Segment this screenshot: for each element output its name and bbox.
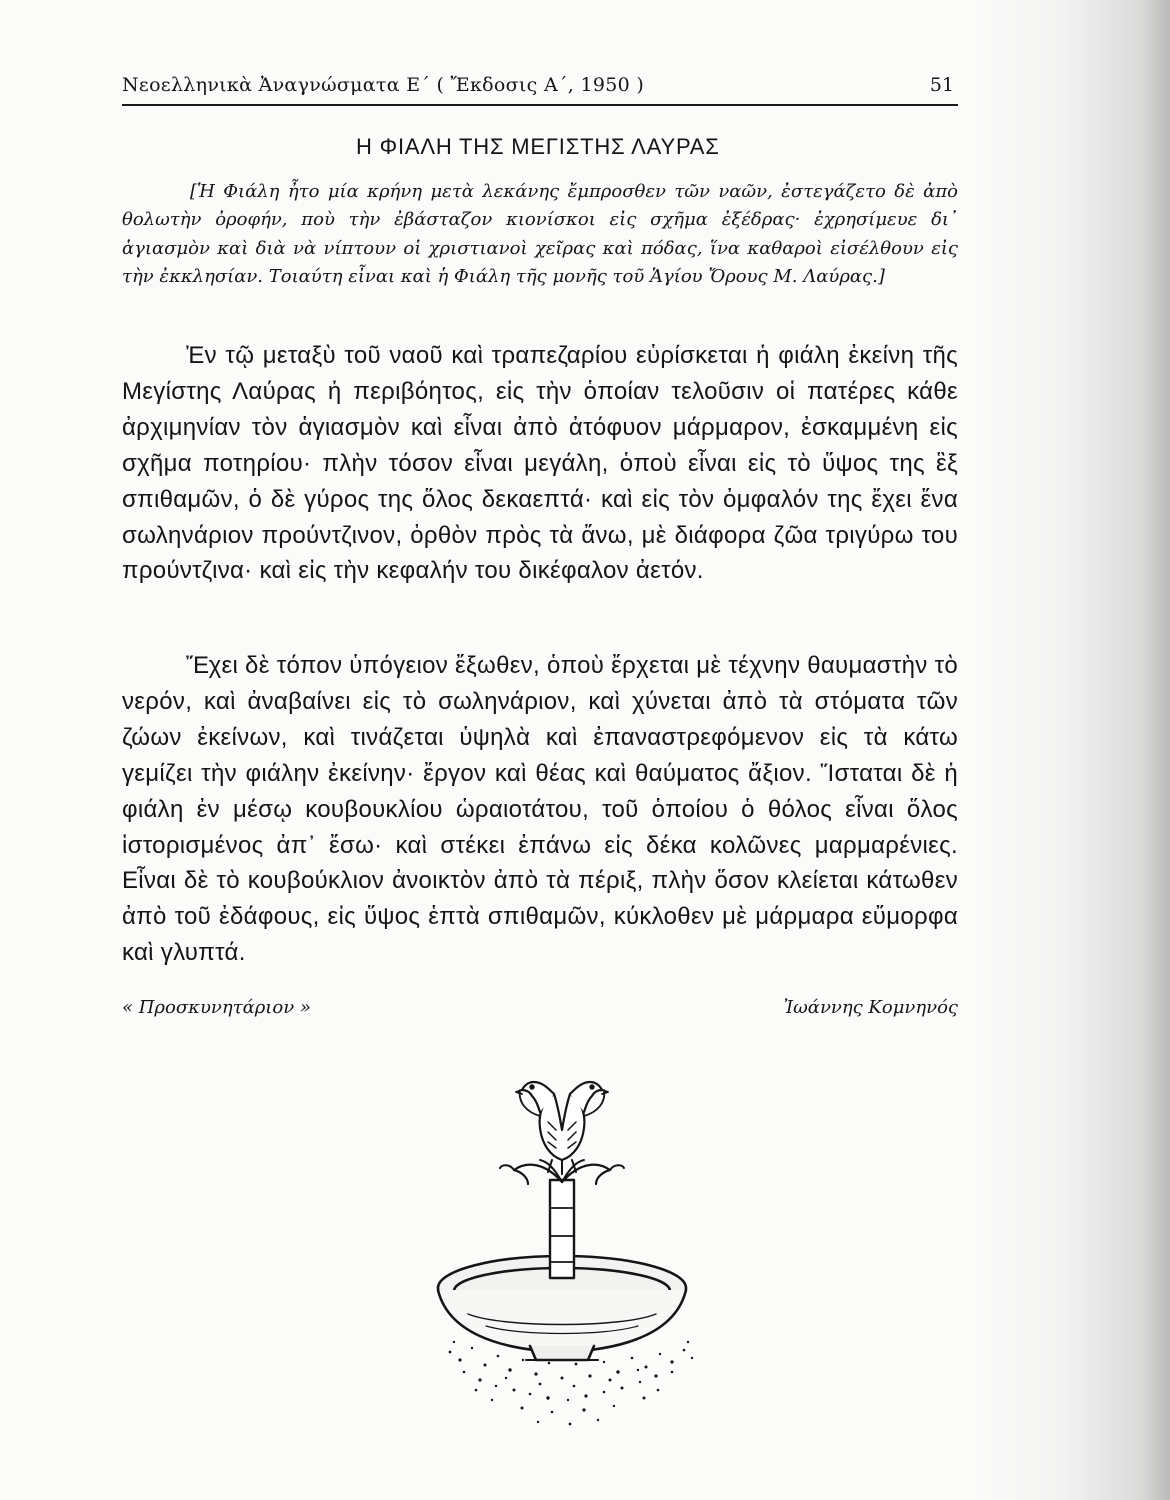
double-headed-eagle (516, 1082, 608, 1174)
page-number: 51 (929, 74, 954, 96)
running-title: Νεοελληνικὰ Ἀναγνώσματα Ε΄ ( Ἔκδοσις Α΄, 1950 ) (122, 74, 645, 96)
source-citation: « Προσκυνητάριον » (122, 997, 311, 1018)
author-name: Ἰωάννης Κομνηνός (783, 997, 958, 1018)
article-title: Η ΦΙΑΛΗ ΤΗΣ ΜΕΓΙΣΤΗΣ ΛΑΥΡΑΣ (356, 134, 720, 159)
intro-note: [Ἡ Φιάλη ἦτο μία κρήνη μετὰ λεκάνης ἔμπροσθεν τῶν ναῶν, ἐστεγάζετο δὲ ἀπὸ θολωτὴν ὀροφήν, ποὺ τὴν ἐβάσταζον κιονίσκοι εἰς σχῆμα ἐξέδρας· ἐχρησίμευε δι᾽ ἁγιασμὸν καὶ διὰ νὰ νίπτουν οἱ χριστιανοὶ χεῖρας καὶ πόδας, ἵνα καθαροὶ εἰσέλθουν εἰς τὴν ἐκκλησίαν. Τοιαύτη εἶναι καὶ ἡ Φιάλη τῆς μονῆς τοῦ Ἁγίου Ὄρους Μ. Λαύρας.] (122, 181, 958, 288)
running-header (122, 70, 958, 106)
body-paragraph-1: Ἐν τῷ μεταξὺ τοῦ ναοῦ καὶ τραπεζαρίου εὑρίσκεται ἡ φιάλη ἐκείνη τῆς Μεγίστης Λαύρας ἡ περιβόητος, εἰς τὴν ὁποίαν τελοῦσιν οἱ πατέρες κάθε ἀρχιμηνίαν τὸν ἁγιασμὸν καὶ εἶναι ἀπὸ ἀτόφυον μάρμαρον, ἐσκαμμένη εἰς σχῆμα ποτηρίου· πλὴν τόσον εἶναι μεγάλη, ὁποὺ εἶναι εἰς τὸ ὕψος της ἓξ σπιθαμῶν, ὁ δὲ γύρος της ὅλος δεκαεπτά· καὶ εἰς τὸν ὀμφαλόν της ἔχει ἕνα σωληνάριον προύντζινον, ὀρθὸν πρὸς τὰ ἄνω, μὲ διάφορα ζῶα τριγύρω του προύντζινα· καὶ εἰς τὴν κεφαλήν του δικέφαλον ἀετόν. (122, 342, 958, 585)
body-paragraph-2: Ἔχει δὲ τόπον ὑπόγειον ἔξωθεν, ὁποὺ ἔρχεται μὲ τέχνην θαυμαστὴν τὸ νερόν, καὶ ἀναβαίνει εἰς τὸ σωληνάριον, καὶ χύνεται ἀπὸ τὰ στόματα τῶν ζώων ἐκείνων, καὶ τινάζεται ὑψηλὰ καὶ ἐπαναστρεφόμενον εἰς τὰ κάτω γεμίζει τὴν φιάλην ἐκείνην· ἔργον καὶ θέας καὶ θαύματος ἄξιον. Ἵσταται δὲ ἡ φιάλη ἐν μέσῳ κουβουκλίου ὡραιοτάτου, τοῦ ὁποίου ὁ θόλος εἶναι ὅλος ἱστορισμένος ἀπ᾽ ἔσω· καὶ στέκει ἐπάνω εἰς δέκα κολῶνες μαρμαρένιες. Εἶναι δὲ τὸ κουβούκλιον ἀνοικτὸν ἀπὸ τὰ πέριξ, πλὴν ὅσον κλείεται κάτωθεν ἀπὸ τοῦ ἐδάφους, εἰς ὕψος ἑπτὰ σπιθαμῶν, κύκλοθεν μὲ μάρμαρα εὔμορφα καὶ γλυπτά. (122, 652, 959, 967)
page-edge-shadow (970, 0, 1170, 1500)
fountain-double-headed-eagle-icon (402, 1060, 722, 1440)
